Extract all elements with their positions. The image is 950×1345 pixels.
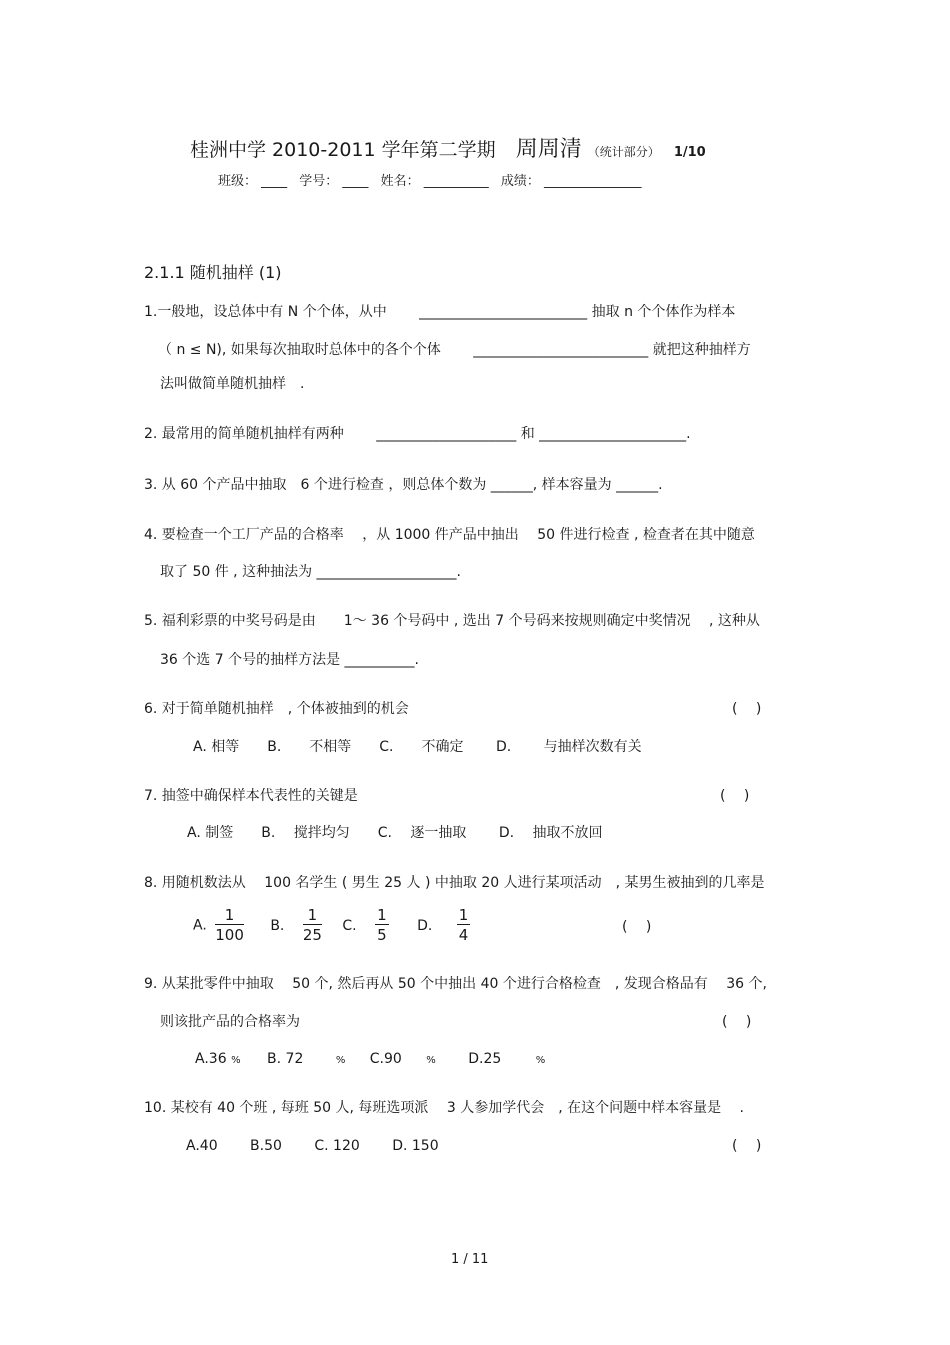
school-year: 桂洲中学 2010-2011 学年第二学期 [190,139,496,161]
q9-option-a-percent: % [231,1055,241,1066]
q9-line2: 则该批产品的合格率为 [160,1014,300,1030]
q9-option-d-percent: % [535,1055,546,1066]
q9-option-d: D.25 [468,1051,502,1067]
q6-stem: 6. 对于简单随机抽样 , 个体被抽到的机会 [144,701,409,717]
q7-stem: 7. 抽签中确保样本代表性的关键是 [144,788,358,804]
q8-fraction-a-numerator: 1 [215,906,244,925]
q4-line2: 取了 50 件 , 这种抽法为 ____________________. [160,564,461,580]
q9-option-b-percent: % [335,1055,346,1066]
q9-answer-bracket: ( ) [722,1014,752,1030]
q8-options [193,906,474,945]
score-field: 成绩： _______________ [500,174,642,189]
q2: 2. 最常用的简单随机抽样有两种 ____________________ 和 _____________________. [144,426,691,442]
page-number: 1 / 11 [451,1252,489,1267]
page-title [190,132,706,163]
q1-line3: 法叫做简单随机抽样 . [160,376,305,392]
q8-answer-bracket: ( ) [622,919,652,935]
q8-option-b-label: B. [270,917,285,934]
page-code: 1/10 [673,145,706,160]
q8-fraction-d [457,906,471,945]
section-title: 2.1.1 随机抽样 (1) [144,263,282,282]
q9-option-b: B. 72 [267,1051,304,1067]
title-main: 周周清 [515,137,582,162]
q8-fraction-b-numerator: 1 [303,906,322,925]
q8-fraction-c [375,906,389,945]
student-info [218,170,649,189]
q6-options: A. 相等 B. 不相等 C. 不确定 D. 与抽样次数有关 [193,739,642,755]
class-field: 班级： ____ [218,174,288,189]
q9-option-c: C.90 [369,1051,402,1067]
q8-fraction-b [303,906,322,945]
q9-line1: 9. 从某批零件中抽取 50 个, 然后再从 50 个中抽出 40 个进行合格检查 , 发现合格品有 36 个, [144,976,767,992]
q5-line2: 36 个选 7 个号的抽样方法是 __________. [160,652,419,668]
q6-answer-bracket: ( ) [732,701,762,717]
q9-option-c-percent: % [426,1055,436,1066]
q8-option-d-label: D. [417,917,433,934]
q5-line1: 5. 福利彩票的中奖号码是由 1～ 36 个号码中 , 选出 7 个号码来按规则确定中奖情况 , 这种从 [144,613,760,629]
q9-option-a: A.36 [195,1051,227,1067]
q8-option-c-label: C. [342,917,357,934]
title-subtitle: （统计部分） [587,145,660,159]
q8-fraction-c-numerator: 1 [377,906,387,924]
q8-option-a-label: A. [193,917,207,934]
q8-fraction-a [215,906,244,945]
q8-fraction-b-denominator: 25 [302,926,322,944]
q7-options: A. 制签 B. 搅拌均匀 C. 逐一抽取 D. 抽取不放回 [187,825,603,841]
q8-fraction-d-numerator: 1 [458,906,469,924]
name-field: 姓名： __________ [380,174,489,189]
q1-line1: 1.一般地，设总体中有 N 个个体，从中 ________________________ 抽取 n 个个体作为样本 [144,304,736,320]
q8-stem: 8. 用随机数法从 100 名学生 ( 男生 25 人 ) 中抽取 20 人进行某项活动 , 某男生被抽到的几率是 [144,875,765,891]
q10-options: A.40 B.50 C. 120 D. 150 [186,1138,439,1154]
q4-line1: 4. 要检查一个工厂产品的合格率 ，从 1000 件产品中抽出 50 件进行检查 , 检查者在其中随意 [144,527,755,543]
student-no-field: 学号： ____ [299,174,369,189]
q9-options [195,1049,545,1071]
q10-answer-bracket: ( ) [732,1138,762,1154]
q1-line2: （ n ≤ N), 如果每次抽取时总体中的各个个体 _________________________ 就把这种抽样方 [158,342,751,358]
q3: 3. 从 60 个产品中抽取 6 个进行检查 ，则总体个数为 ______, 样本容量为 ______. [144,477,663,493]
q7-answer-bracket: ( ) [720,788,750,804]
q8-fraction-a-denominator: 100 [215,926,244,944]
q8-fraction-c-denominator: 5 [377,926,387,944]
q10-stem: 10. 某校有 40 个班 , 每班 50 人, 每班选项派 3 人参加学代会 , 在这个问题中样本容量是 . [144,1100,745,1116]
q8-fraction-d-denominator: 4 [458,926,469,944]
